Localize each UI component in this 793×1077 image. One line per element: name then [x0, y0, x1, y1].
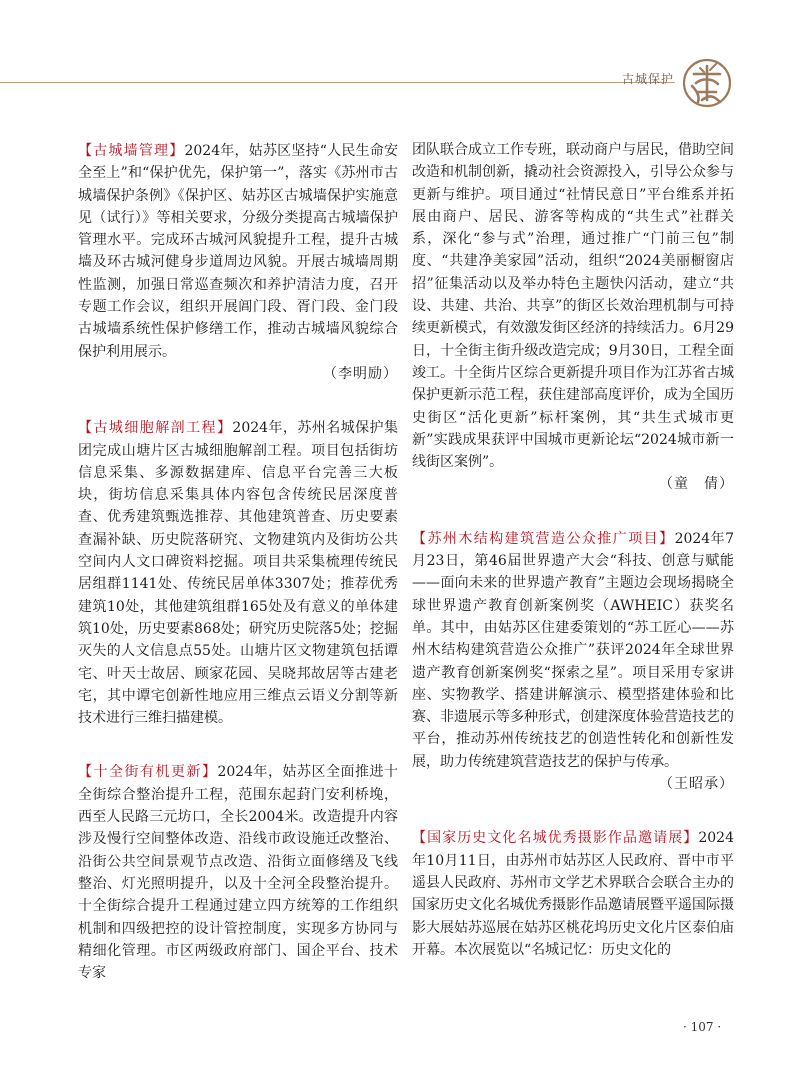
- section-body: 2024年，姑苏区坚持“人民生命安全至上”和“保护优先，保护第一”，落实《苏州市古城墙保护条例》《保护区、姑苏区古城墙保护实施意见（试行）》等相关要求，分级分类提高古城墙保护管理水平。完成环古城河风貌提升工程，提升古城墙及环古城河健身步道周边风貌。开展古城墙周期性监测，加强日常巡查频次和养护清洁力度，召开专题工作会议，组织开展阊门段、胥门段、金门段古城墙系统性保护修缮工作，推动古城墙风貌综合保护利用展示。: [78, 143, 399, 360]
- section-city-wall: [78, 140, 398, 363]
- section-tag: 【苏州木结构建筑营造公众推广项目】: [412, 530, 675, 547]
- section-tag: 【古城墙管理】: [78, 143, 185, 159]
- ancient-city-emblem-icon: [680, 56, 734, 110]
- section-shiquan-street: [78, 761, 398, 984]
- section-city-cell: [78, 417, 398, 729]
- section-shiquan-continued: [412, 139, 734, 473]
- section-wood-structure: [412, 528, 734, 773]
- author: （王昭承）: [659, 776, 734, 793]
- section-body: 团队联合成立工作专班，联动商户与居民，借助空间改造和机制创新，撬动社会资源投入，引导公众参与更新与维护。项目通过“社情民意日”平台维系并拓展由商户、居民、游客等构成的“共生式”社群关系，深化“参与式”治理，通过推广“门前三包”制度、“共建净美家园”活动，组织“2024美丽橱窗店招”征集活动以及举办特色主题快闪活动，建立“共设、共建、共治、共享”的街区长效治理机制与可持续更新模式，有效激发街区经济的持续活力。6月29日，十全街主街升级改造完成；9月30日，工程全面竣工。十全街片区综合更新提升项目作为江苏省古城保护更新示范工程，获住建部高度评价，成为全国历史街区“活化更新”标杆案例，其“共生式城市更新”实践成果获评中国城市更新论坛“2024城市新一线街区案例”。: [412, 142, 734, 471]
- right-column: [412, 139, 734, 961]
- page-number: · 107 ·: [683, 1020, 722, 1034]
- section-body: 2024年7月23日，第46届世界遗产大会“科技、创意与赋能——面向未来的世界遗产教育”主题边会现场揭晓全球世界遗产教育创新案例奖（AWHEIC）获奖名单。其中，由姑苏区住建委策划的“苏工匠心——苏州木结构建筑营造公众推广”获评2024年全球世界遗产教育创新案例奖“探索之星”。项目采用专家讲座、实物教学、搭建讲解演示、模型搭建体验和比赛、非遗展示等多种形式，创建深度体验营造技艺的平台，推动苏州传统技艺的创造性转化和创新性发展，助力传统建筑营造技艺的保护与传承。: [412, 530, 734, 770]
- section-tag: 【十全街有机更新】: [78, 764, 218, 781]
- section-body: 2024年10月11日，由苏州市姑苏区人民政府、晋中市平遥县人民政府、苏州市文学艺术界联合会联合主办的国家历史文化名城优秀摄影作品邀请展暨平遥国际摄影大展姑苏巡展在姑苏区桃花坞历史文化片区泰伯庙开幕。本次展览以“名城记忆：历史文化的: [412, 830, 734, 958]
- author: （李明励）: [323, 365, 398, 382]
- left-column: [78, 140, 398, 984]
- section-body: 2024年，苏州名城保护集团完成山塘片区古城细胞解剖工程。项目包括街坊信息采集、多源数据建库、信息平台完善三大板块，街坊信息采集具体内容包含传统民居深度普查、优秀建筑甄选推荐、其他建筑普查、历史要素查漏补缺、历史院落研究、文物建筑内及街坊公共空间内人文口碑资料挖掘。项目共采集梳理传统民居组群1141处、传统民居单体3307处；推荐优秀建筑10处，其他建筑组群165处及有意义的单体建筑10处，历史要素868处；研究历史院落5处；挖掘灭失的人文信息点55处。山塘片区文物建筑包括谭宅、叶天士故居、顾家花园、吴晓邦故居等古建老宅，其中谭宅创新性地应用三维点云语义分割等新技术进行三维扫描建模。: [78, 420, 398, 727]
- section-tag: 【国家历史文化名城优秀摄影作品邀请展】: [412, 830, 699, 847]
- section-tag: 【古城细胞解剖工程】: [78, 420, 233, 437]
- header-rule: [0, 82, 675, 83]
- author: （童 倩）: [659, 476, 734, 493]
- section-label: 古城保护: [622, 72, 675, 86]
- section-body: 2024年，姑苏区全面推进十全街综合整治提升工程，范围东起葑门安利桥堍，西至人民路三元坊口，全长2004米。改造提升内容涉及慢行空间整体改造、沿线市政设施迁改整治、沿街公共空间景观节点改造、沿街立面修缮及飞线整治、灯光照明提升，以及十全河全段整治提升。十全街综合提升工程通过建立四方统筹的工作组织机制和四级把控的设计管控制度，实现多方协同与精细化管理。市区两级政府部门、国企平台、技术专家: [78, 764, 398, 982]
- section-photo-exhibition: [412, 827, 734, 961]
